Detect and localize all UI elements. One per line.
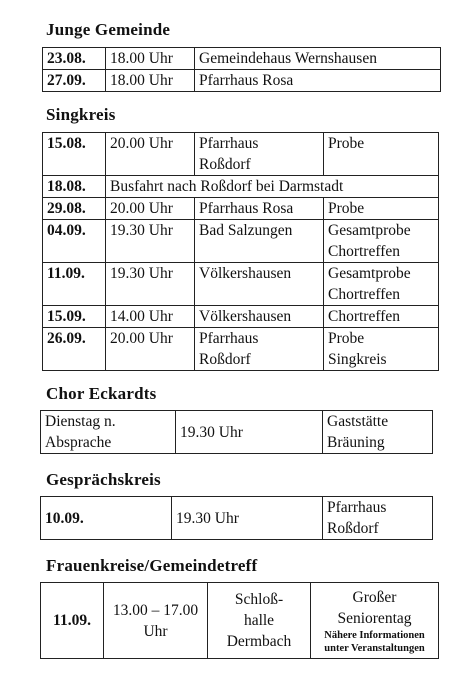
date-cell: 15.09. xyxy=(43,306,106,328)
note-cell: Chortreffen xyxy=(324,306,439,328)
time-cell: 19.30 Uhr xyxy=(176,411,323,454)
note-cell: Großer Seniorentag Nähere Informationen unter Veranstaltungen xyxy=(311,583,439,659)
time-cell: 14.00 Uhr xyxy=(106,306,195,328)
table-row xyxy=(41,497,433,540)
time-cell: 20.00 Uhr xyxy=(106,133,195,176)
table-frauenkreise xyxy=(40,582,439,659)
note-cell: Probe xyxy=(324,198,439,220)
time-cell: 18.00 Uhr xyxy=(106,70,195,92)
date-cell: 29.08. xyxy=(43,198,106,220)
time-cell: 19.30 Uhr xyxy=(106,220,195,263)
date-cell: 27.09. xyxy=(43,70,106,92)
table-gespraechskreis xyxy=(40,496,433,540)
place-cell: Völkershausen xyxy=(195,263,324,306)
place-cell: Pfarrhaus Roßdorf xyxy=(195,328,324,371)
date-cell: 10.09. xyxy=(41,497,172,540)
date-cell: 15.08. xyxy=(43,133,106,176)
place-cell: Pfarrhaus Rosa xyxy=(195,198,324,220)
date-cell: Dienstag n. Absprache xyxy=(41,411,176,454)
time-cell: 19.30 Uhr xyxy=(106,263,195,306)
table-row xyxy=(43,176,439,198)
time-cell: 20.00 Uhr xyxy=(106,328,195,371)
place-cell: Pfarrhaus Roßdorf xyxy=(323,497,433,540)
section-title-chor-eckardts: Chor Eckardts xyxy=(46,384,157,403)
date-cell: 23.08. xyxy=(43,48,106,70)
table-row xyxy=(43,263,439,306)
table-row xyxy=(43,70,441,92)
section-title-gespraechskreis: Gesprächskreis xyxy=(46,470,161,489)
event-cell: Busfahrt nach Roßdorf bei Darmstadt xyxy=(106,176,439,198)
time-cell: 20.00 Uhr xyxy=(106,198,195,220)
date-cell: 11.09. xyxy=(43,263,106,306)
section-title-junge-gemeinde: Junge Gemeinde xyxy=(46,20,171,39)
place-cell: Gaststätte Bräuning xyxy=(323,411,433,454)
date-cell: 04.09. xyxy=(43,220,106,263)
table-row xyxy=(41,583,439,659)
table-singkreis xyxy=(42,132,439,371)
table-row xyxy=(43,198,439,220)
note-cell: Probe Singkreis xyxy=(324,328,439,371)
table-row xyxy=(43,328,439,371)
place-cell: Schloß- halle Dermbach xyxy=(208,583,311,659)
date-cell: 26.09. xyxy=(43,328,106,371)
note-cell: Gesamtprobe Chortreffen xyxy=(324,263,439,306)
date-cell: 18.08. xyxy=(43,176,106,198)
note-cell: Gesamtprobe Chortreffen xyxy=(324,220,439,263)
note-cell: Probe xyxy=(324,133,439,176)
place-cell: Völkershausen xyxy=(195,306,324,328)
table-row xyxy=(43,48,441,70)
place-cell: Gemeindehaus Wernshausen xyxy=(195,48,441,70)
place-cell: Bad Salzungen xyxy=(195,220,324,263)
time-cell: 19.30 Uhr xyxy=(172,497,323,540)
place-cell: Pfarrhaus Rosa xyxy=(195,70,441,92)
table-junge-gemeinde xyxy=(42,47,441,92)
section-title-singkreis: Singkreis xyxy=(46,105,116,124)
table-row xyxy=(41,411,433,454)
table-chor-eckardts xyxy=(40,410,433,454)
table-row xyxy=(43,306,439,328)
date-cell: 11.09. xyxy=(41,583,104,659)
time-cell: 13.00 – 17.00 Uhr xyxy=(104,583,208,659)
section-title-frauenkreise: Frauenkreise/Gemeindetreff xyxy=(46,556,258,575)
table-row xyxy=(43,220,439,263)
table-row xyxy=(43,133,439,176)
time-cell: 18.00 Uhr xyxy=(106,48,195,70)
place-cell: Pfarrhaus Roßdorf xyxy=(195,133,324,176)
